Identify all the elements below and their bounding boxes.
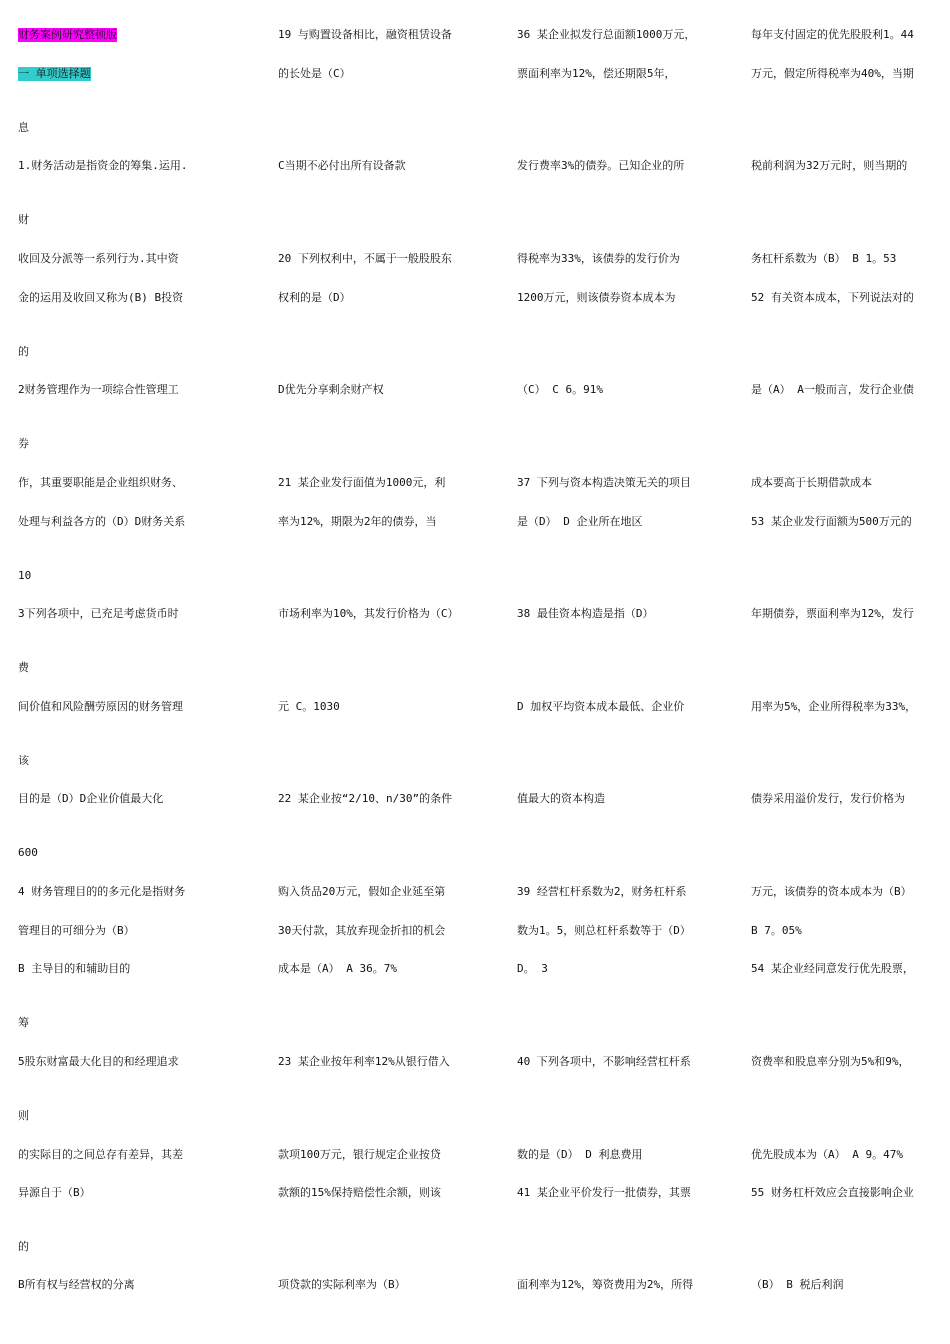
text-line: 3下列各项中，已充足考虑货币时 <box>18 607 179 620</box>
text-line: 的实际目的之间总存有差异，其差 <box>18 1148 183 1161</box>
text-line: 该 <box>18 754 29 767</box>
text-line: 率为12%，期限为2年的债券，当 <box>278 515 437 528</box>
text-line: 的 <box>18 1240 29 1253</box>
text-line: 得税率为33%，该债券的发行价为 <box>517 252 680 265</box>
text-line: 目的是（D）D企业价值最大化 <box>18 792 164 805</box>
text-line: C当期不必付出所有设备款 <box>278 159 406 172</box>
text-line: 值最大的资本构造 <box>517 792 605 805</box>
text-line: D优先分享剩余财产权 <box>278 383 384 396</box>
text-line: 52 有关资本成本，下列说法对的 <box>751 291 914 304</box>
text-line: 41 某企业平价发行一批债券，其票 <box>517 1186 691 1199</box>
text-line: 20 下列权利中，不属于一般股股东 <box>278 252 452 265</box>
text-line: 23 某企业按年利率12%从银行借入 <box>278 1055 450 1068</box>
text-line: 是（D） D 企业所在地区 <box>517 515 643 528</box>
text-line: 成本是（A） A 36。7% <box>278 962 397 975</box>
text-line: 资费率和股息率分别为5%和9%， <box>751 1055 910 1068</box>
text-line: B所有权与经营权的分离 <box>18 1278 135 1291</box>
text-line: 息 <box>18 121 29 134</box>
text-line: 21 某企业发行面值为1000元，利 <box>278 476 446 489</box>
text-line: 600 <box>18 846 38 859</box>
text-line: D 加权平均资本成本最低、企业价 <box>517 700 685 713</box>
text-line: 38 最佳资本构造是指（D） <box>517 607 654 620</box>
text-line: 款项100万元，银行规定企业按贷 <box>278 1148 441 1161</box>
text-line: 数为1。5，则总杠杆系数等于（D） <box>517 924 691 937</box>
text-line: 购入货品20万元，假如企业延至第 <box>278 885 446 898</box>
text-line: 年期债券，票面利率为12%，发行 <box>751 607 914 620</box>
text-line: 则 <box>18 1109 29 1122</box>
text-line: 39 经营杠杆系数为2，财务杠杆系 <box>517 885 687 898</box>
text-line: 间价值和风险酬劳原因的财务管理 <box>18 700 183 713</box>
text-line: 55 财务杠杆效应会直接影响企业 <box>751 1186 914 1199</box>
text-line: 成本要高于长期借款成本 <box>751 476 872 489</box>
text-line: （C） C 6。91% <box>517 383 603 396</box>
text-line: 管理目的可细分为（B） <box>18 924 135 937</box>
text-line: 每年支付固定的优先股股利1。44 <box>751 28 914 41</box>
text-line: 的长处是（C） <box>278 67 351 80</box>
text-line: 万元，假定所得税率为40%，当期 <box>751 67 914 80</box>
text-line: 面利率为12%，筹资费用为2%，所得 <box>517 1278 694 1291</box>
text-line: 是（A） A一般而言，发行企业债 <box>751 383 914 396</box>
text-line: 2财务管理作为一项综合性管理工 <box>18 383 179 396</box>
text-line: B 7。05% <box>751 924 802 937</box>
text-line: 5股东财富最大化目的和经理追求 <box>18 1055 179 1068</box>
text-line: 用率为5%，企业所得税率为33%， <box>751 700 917 713</box>
text-line: 10 <box>18 569 32 582</box>
text-line: 1200万元，则该债券资本成本为 <box>517 291 676 304</box>
text-line: 财 <box>18 213 29 226</box>
text-line: 37 下列与资本构造决策无关的项目 <box>517 476 691 489</box>
text-line: D。 3 <box>517 962 548 975</box>
section-heading: 一 单项选择题 <box>18 67 91 80</box>
text-line: 债券采用溢价发行，发行价格为 <box>751 792 905 805</box>
text-line: 权利的是（D） <box>278 291 351 304</box>
text-line: 异源自于（B） <box>18 1186 91 1199</box>
text-line: 务杠杆系数为（B） B 1。53 <box>751 252 897 265</box>
text-line: 收回及分派等一系列行为.其中资 <box>18 252 179 265</box>
text-line: 4 财务管理目的的多元化是指财务 <box>18 885 186 898</box>
text-line: 票面利率为12%，偿还期限5年， <box>517 67 676 80</box>
text-line: 的 <box>18 345 29 358</box>
text-line: 券 <box>18 437 29 450</box>
text-line: 19 与购置设备相比，融资租赁设备 <box>278 28 452 41</box>
text-line: 万元，该债券的资本成本为（B） <box>751 885 912 898</box>
text-line: 1.财务活动是指资金的筹集.运用. <box>18 159 188 172</box>
text-line: 发行费率3%的债券。已知企业的所 <box>517 159 685 172</box>
text-line: 市场利率为10%，其发行价格为（C） <box>278 607 459 620</box>
text-line: 53 某企业发行面额为500万元的 <box>751 515 912 528</box>
text-line: 款额的15%保持赔偿性余额，则该 <box>278 1186 441 1199</box>
text-line: 作，其重要职能是企业组织财务、 <box>18 476 183 489</box>
text-line: 筹 <box>18 1016 29 1029</box>
text-line: 54 某企业经同意发行优先股票， <box>751 962 914 975</box>
text-line: 费 <box>18 661 29 674</box>
text-line: 30天付款，其放弃现金折扣的机会 <box>278 924 446 937</box>
text-line: 元 C。1030 <box>278 700 340 713</box>
text-line: 36 某企业拟发行总面额1000万元， <box>517 28 696 41</box>
text-line: 22 某企业按“2/10、n/30”的条件 <box>278 792 453 805</box>
text-line: 优先股成本为（A） A 9。47% <box>751 1148 903 1161</box>
text-line: 数的是（D） D 利息费用 <box>517 1148 643 1161</box>
text-line: 处理与利益各方的（D）D财务关系 <box>18 515 186 528</box>
text-line: （B） B 税后利润 <box>751 1278 844 1291</box>
text-line: B 主导目的和辅助目的 <box>18 962 131 975</box>
text-line: 金的运用及收回又称为(B) B投资 <box>18 291 184 304</box>
text-line: 40 下列各项中，不影响经营杠杆系 <box>517 1055 691 1068</box>
text-line: 税前利润为32万元时，则当期的 <box>751 159 908 172</box>
document-title: 财务案例研究整顿版 <box>18 28 117 41</box>
text-line: 项贷款的实际利率为（B） <box>278 1278 406 1291</box>
